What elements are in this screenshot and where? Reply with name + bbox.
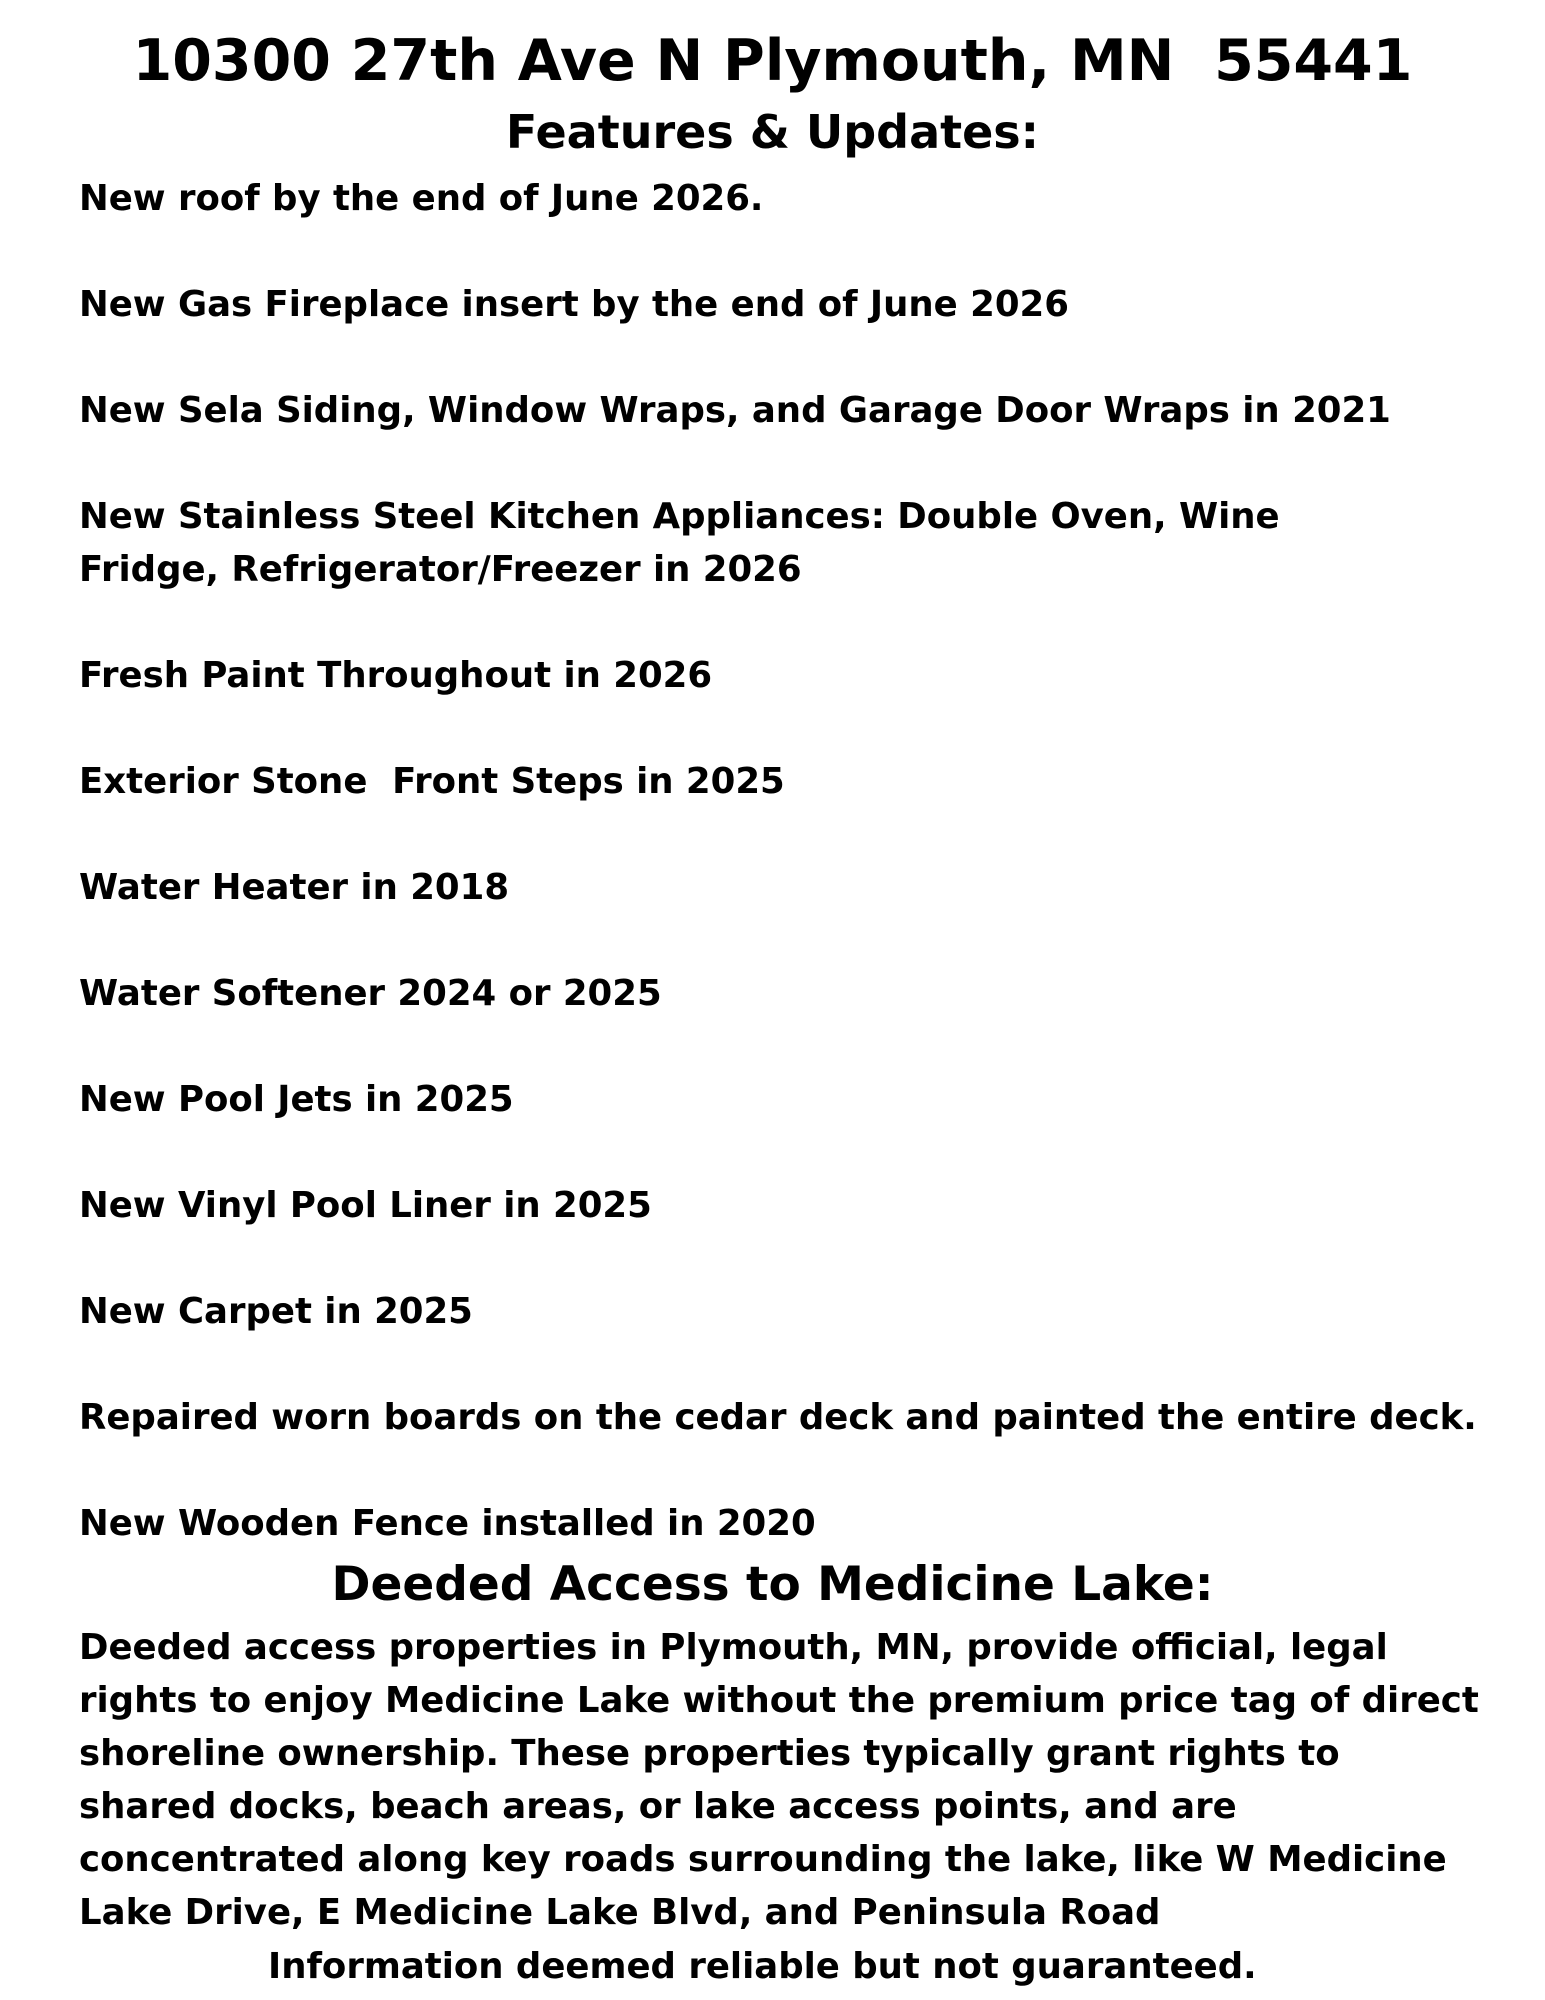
feature-stone-steps: Exterior Stone Front Steps in 2025 [79,761,785,802]
lake-access-description: Deeded access properties in Plymouth, MN, provide official, legal rights to enjoy Medicine Lake without the premium price tag of direct shoreline ownership. These properties typically grant rights to shared docks, beach areas, or lake access points, and are concentrated along key roads surrounding the lake, like W Medicine Lake Drive, E Medicine Lake Blvd, and Peninsula Road [79,1627,1479,1933]
disclaimer-text: Information deemed reliable but not guaranteed. [268,1946,1257,1987]
feature-gas-fireplace: New Gas Fireplace insert by the end of June 2026 [79,284,1069,325]
feature-fresh-paint: Fresh Paint Throughout in 2026 [79,655,713,696]
feature-pool-jets: New Pool Jets in 2025 [79,1079,514,1120]
lake-access-heading: Deeded Access to Medicine Lake: [331,1557,1214,1612]
feature-siding-wraps: New Sela Siding, Window Wraps, and Garage Door Wraps in 2021 [79,390,1391,431]
features-list [79,172,1499,1603]
feature-cedar-deck: Repaired worn boards on the cedar deck and painted the entire deck. [79,1397,1477,1438]
feature-new-carpet: New Carpet in 2025 [79,1291,473,1332]
feature-new-roof: New roof by the end of June 2026. [79,178,764,219]
feature-wooden-fence: New Wooden Fence installed in 2020 [79,1503,816,1544]
feature-water-softener: Water Softener 2024 or 2025 [79,973,662,1014]
property-address-title: 10300 27th Ave N Plymouth, MN 55441 [132,28,1413,94]
feature-pool-liner: New Vinyl Pool Liner in 2025 [79,1185,652,1226]
feature-water-heater: Water Heater in 2018 [79,867,510,908]
feature-kitchen-appliances: New Stainless Steel Kitchen Appliances: Double Oven, Wine Fridge, Refrigerator/Freezer in 2026 [79,496,1292,590]
features-subtitle: Features & Updates: [505,105,1040,159]
